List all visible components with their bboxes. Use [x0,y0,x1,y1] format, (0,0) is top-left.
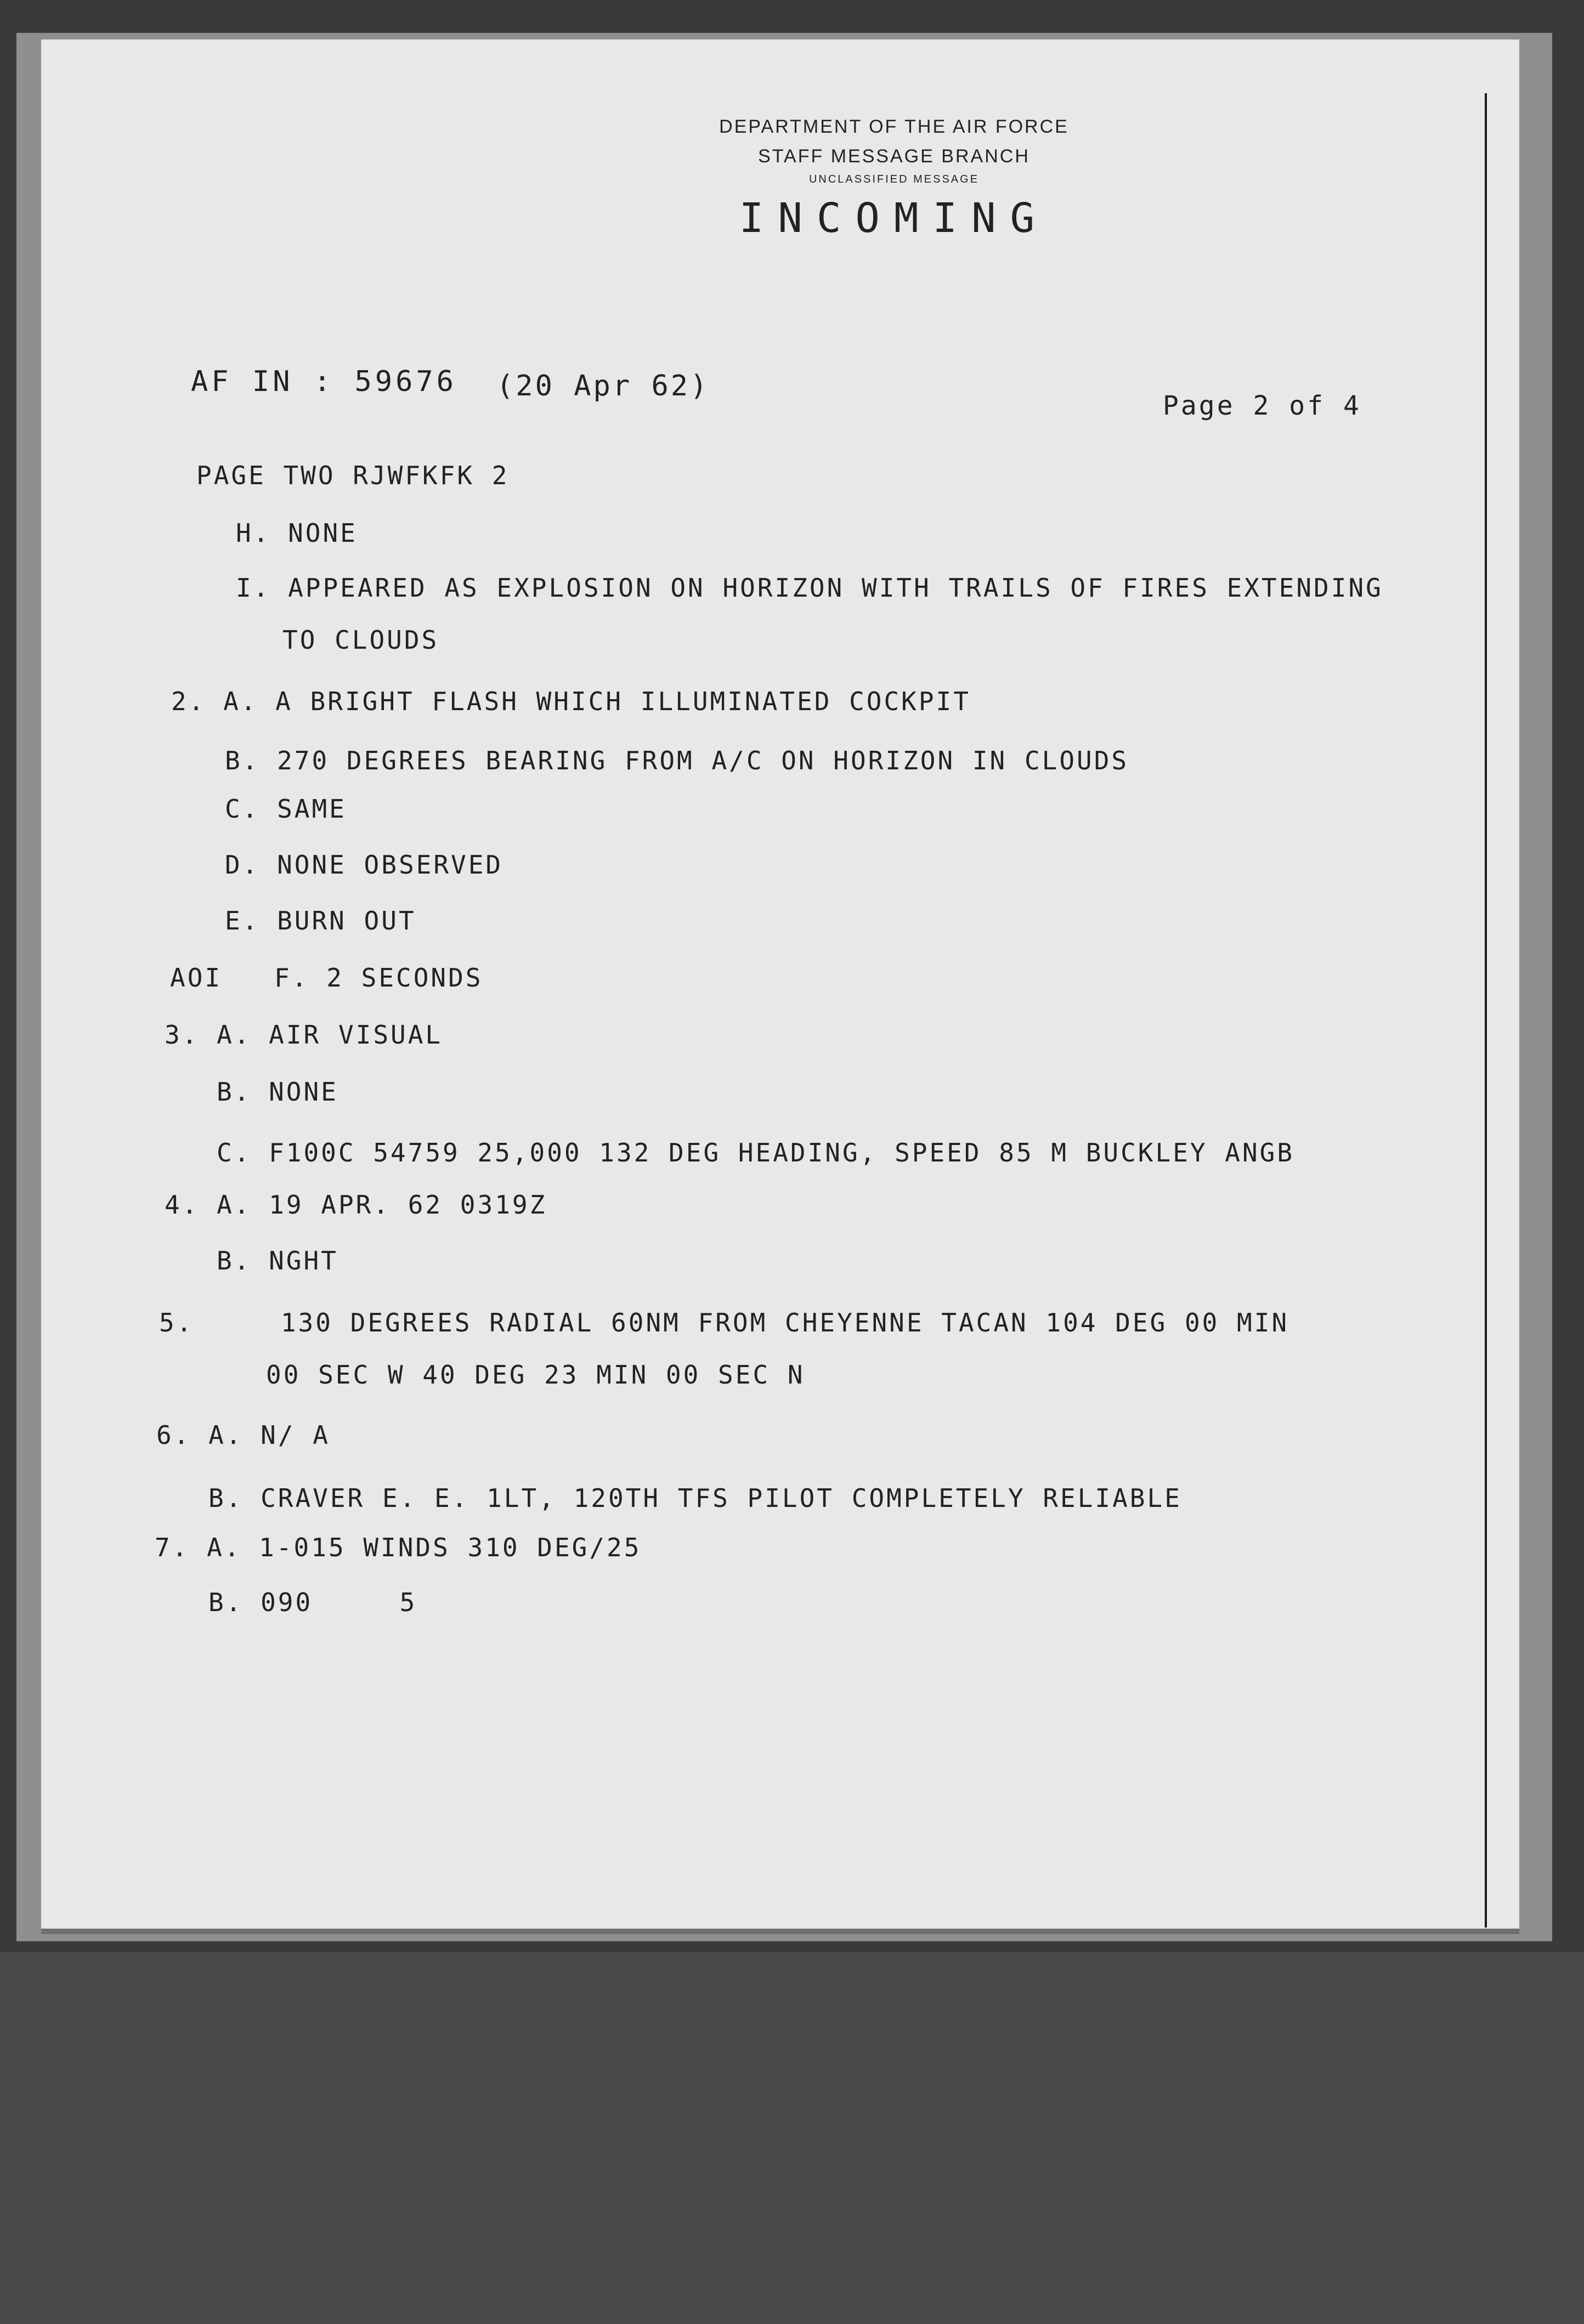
classification-label: UNCLASSIFIED MESSAGE [808,173,980,185]
message-line: TO CLOUDS [282,625,439,655]
message-line: 7. A. 1-015 WINDS 310 DEG/25 [155,1533,642,1562]
message-line: 4. A. 19 APR. 62 0319Z [165,1190,547,1220]
message-line: 5. 130 DEGREES RADIAL 60NM FROM CHEYENNE TACAN 104 DEG 00 MIN [159,1308,1289,1337]
message-date: (20 Apr 62) [496,370,710,403]
message-type-title: INCOMING [739,195,1049,242]
message-line: C. F100C 54759 25,000 132 DEG HEADING, SPEED 85 M BUCKLEY ANGB [217,1138,1295,1167]
scan-lower-strip [0,1952,1584,2324]
message-line: C. SAME [225,794,347,824]
message-line: B. NONE [217,1077,338,1107]
message-line: 6. A. N/ A [156,1420,330,1450]
message-line: I. APPEARED AS EXPLOSION ON HORIZON WITH TRAILS OF FIRES EXTENDING [236,573,1383,603]
message-line: 3. A. AIR VISUAL [165,1020,443,1050]
message-line: 2. A. A BRIGHT FLASH WHICH ILLUMINATED COCKPIT [171,687,971,716]
af-in-number: AF IN : 59676 [191,365,457,398]
message-line: B. NGHT [217,1246,338,1276]
message-line: 00 SEC W 40 DEG 23 MIN 00 SEC N [266,1360,805,1390]
message-line: AOI F. 2 SECONDS [170,963,483,993]
message-line: H. NONE [236,518,358,548]
message-line: E. BURN OUT [225,906,416,936]
message-line: B. 090 5 [208,1588,417,1617]
message-line: PAGE TWO RJWFKFK 2 [196,461,510,490]
message-line: D. NONE OBSERVED [225,850,504,880]
department-heading: DEPARTMENT OF THE AIR FORCE [719,116,1069,137]
message-line: B. CRAVER E. E. 1LT, 120TH TFS PILOT COMPLETELY RELIABLE [208,1483,1182,1513]
page-number: Page 2 of 4 [1163,390,1361,421]
branch-heading: STAFF MESSAGE BRANCH [758,146,1030,167]
page-edge-rule [1485,93,1487,1928]
message-line: B. 270 DEGREES BEARING FROM A/C ON HORIZON IN CLOUDS [225,746,1129,775]
